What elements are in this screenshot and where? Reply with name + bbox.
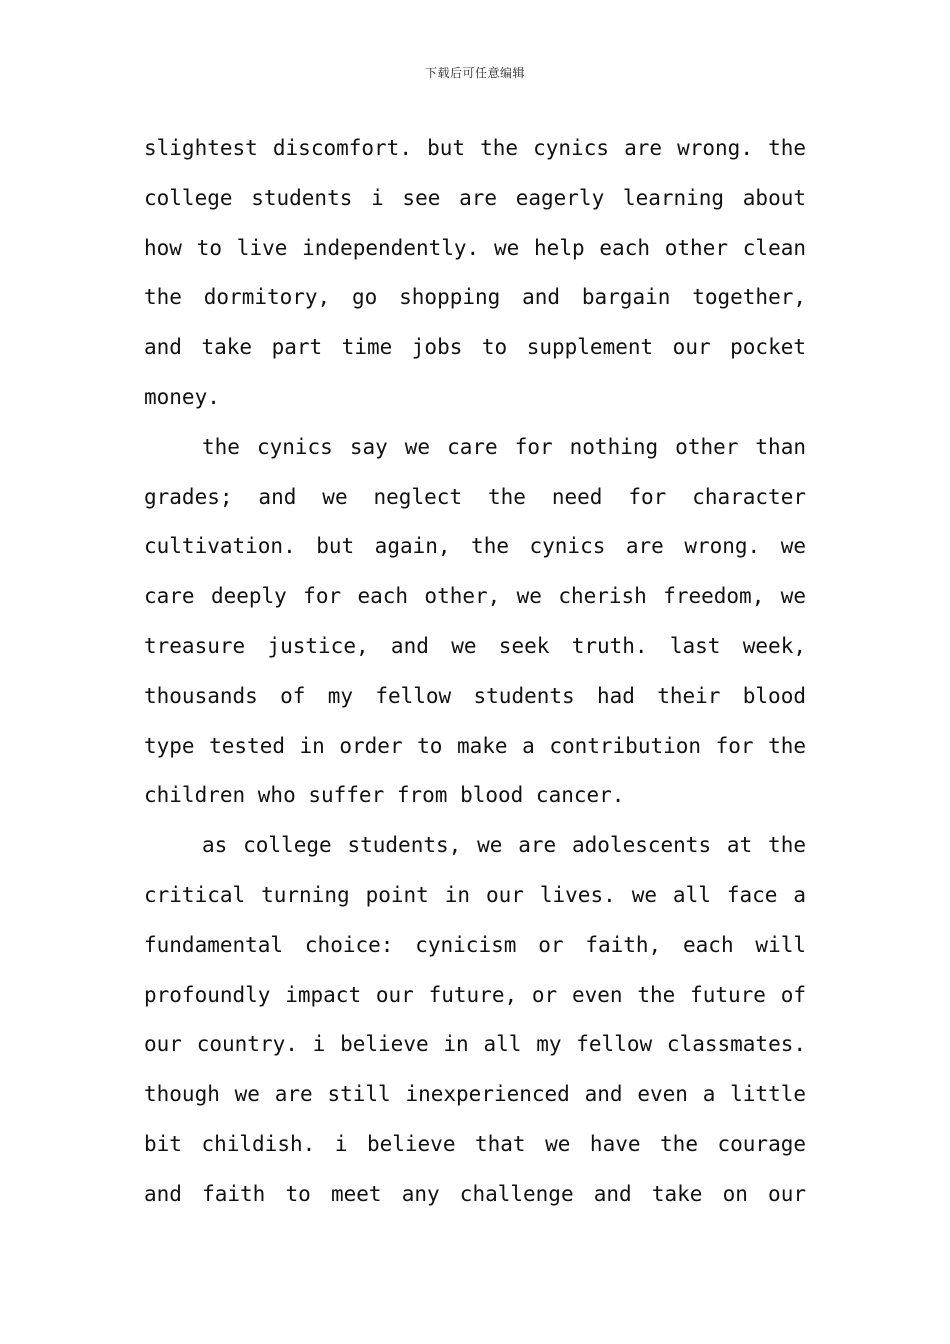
text-line: money. [144,384,220,409]
text-line: treasure justice, and we seek truth. last week, [144,633,806,658]
text-line: college students i see are eagerly learning about [144,185,806,210]
paragraph-2 [144,423,806,821]
text-line: slightest discomfort. but the cynics are wrong. the [144,136,806,160]
text-line: how to live independently. we help each other clean [144,235,806,260]
text-line: as college students, we are adolescents at the [202,833,806,858]
document-body [144,124,806,1220]
text-line: type tested in order to make a contribution for the [144,733,806,758]
text-line: our country. i believe in all my fellow classmates. [144,1032,806,1057]
text-line: the cynics say we care for nothing other than [202,434,806,459]
text-line: critical turning point in our lives. we all face a [144,882,806,907]
text-line: and faith to meet any challenge and take on our [144,1181,806,1206]
text-line: the dormitory, go shopping and bargain together, [144,285,806,310]
text-line: care deeply for each other, we cherish freedom, we [144,584,806,609]
text-line: profoundly impact our future, or even the future of [144,982,806,1007]
paragraph-3 [144,821,806,1219]
page-header-note: 下载后可任意编辑 [424,66,525,80]
text-line: cultivation. but again, the cynics are wrong. we [144,534,806,559]
text-line: and take part time jobs to supplement our pocket [144,335,806,360]
text-line: fundamental choice: cynicism or faith, each will [144,932,806,957]
text-line: bit childish. i believe that we have the courage [144,1131,806,1156]
paragraph-1 [144,124,806,423]
text-line: thousands of my fellow students had their blood [144,683,806,708]
text-line: grades; and we neglect the need for character [144,484,806,509]
text-line: children who suffer from blood cancer. [144,783,625,808]
text-line: though we are still inexperienced and even a little [144,1082,806,1107]
